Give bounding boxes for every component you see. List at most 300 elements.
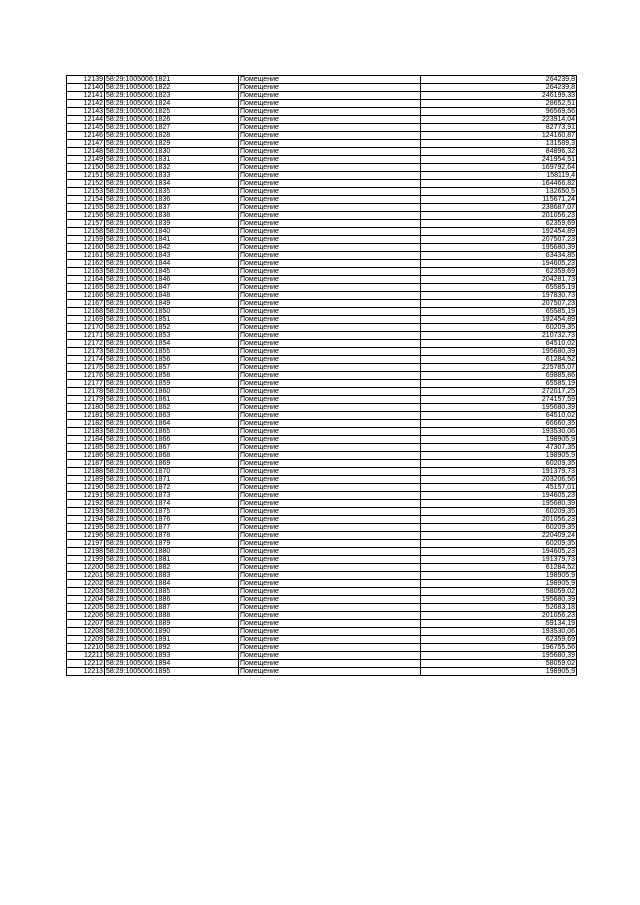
object-type-cell: Помещение [239, 252, 421, 260]
table-row [67, 572, 577, 580]
cadastral-value-cell: 246199,33 [421, 92, 577, 100]
cadastral-number-cell: 58:29:1005006:1825 [105, 108, 239, 116]
cadastral-value-cell: 65585,19 [421, 380, 577, 388]
object-type-cell: Помещение [239, 276, 421, 284]
cadastral-value-cell: 60209,35 [421, 524, 577, 532]
table-row [67, 580, 577, 588]
cadastral-number-cell: 58:29:1005006:1823 [105, 92, 239, 100]
row-number-cell: 12196 [67, 532, 105, 540]
cadastral-value-cell: 66660,35 [421, 420, 577, 428]
row-number-cell: 12165 [67, 284, 105, 292]
table-row [67, 252, 577, 260]
table-row [67, 92, 577, 100]
cadastral-number-cell: 58:29:1005006:1886 [105, 596, 239, 604]
object-type-cell: Помещение [239, 196, 421, 204]
object-type-cell: Помещение [239, 548, 421, 556]
object-type-cell: Помещение [239, 340, 421, 348]
row-number-cell: 12176 [67, 372, 105, 380]
table-row [67, 116, 577, 124]
cadastral-number-cell: 58:29:1005006:1878 [105, 532, 239, 540]
cadastral-value-cell: 164466,82 [421, 180, 577, 188]
row-number-cell: 12198 [67, 548, 105, 556]
table-row [67, 620, 577, 628]
table-row [67, 196, 577, 204]
cadastral-number-cell: 58:29:1005006:1844 [105, 260, 239, 268]
table-row [67, 164, 577, 172]
object-type-cell: Помещение [239, 356, 421, 364]
row-number-cell: 12168 [67, 308, 105, 316]
table-row [67, 300, 577, 308]
object-type-cell: Помещение [239, 92, 421, 100]
row-number-cell: 12164 [67, 276, 105, 284]
cadastral-number-cell: 58:29:1005006:1864 [105, 420, 239, 428]
table-row [67, 588, 577, 596]
cadastral-value-cell: 96569,56 [421, 108, 577, 116]
row-number-cell: 12182 [67, 420, 105, 428]
table-row [67, 484, 577, 492]
cadastral-number-cell: 58:29:1005006:1895 [105, 668, 239, 676]
cadastral-number-cell: 58:29:1005006:1892 [105, 644, 239, 652]
object-type-cell: Помещение [239, 164, 421, 172]
cadastral-number-cell: 58:29:1005006:1894 [105, 660, 239, 668]
object-type-cell: Помещение [239, 572, 421, 580]
cadastral-number-cell: 58:29:1005006:1839 [105, 220, 239, 228]
cadastral-number-cell: 58:29:1005006:1854 [105, 340, 239, 348]
cadastral-table [66, 75, 577, 676]
cadastral-value-cell: 59134,19 [421, 620, 577, 628]
object-type-cell: Помещение [239, 244, 421, 252]
row-number-cell: 12204 [67, 596, 105, 604]
object-type-cell: Помещение [239, 124, 421, 132]
cadastral-value-cell: 61284,52 [421, 564, 577, 572]
cadastral-value-cell: 264239,8 [421, 76, 577, 84]
row-number-cell: 12191 [67, 492, 105, 500]
object-type-cell: Помещение [239, 332, 421, 340]
table-row [67, 260, 577, 268]
cadastral-value-cell: 264239,8 [421, 84, 577, 92]
object-type-cell: Помещение [239, 516, 421, 524]
cadastral-value-cell: 28652,51 [421, 100, 577, 108]
table-row [67, 612, 577, 620]
row-number-cell: 12202 [67, 580, 105, 588]
table-row [67, 548, 577, 556]
row-number-cell: 12158 [67, 228, 105, 236]
table-row [67, 556, 577, 564]
row-number-cell: 12172 [67, 340, 105, 348]
table-row [67, 540, 577, 548]
object-type-cell: Помещение [239, 268, 421, 276]
cadastral-number-cell: 58:29:1005006:1863 [105, 412, 239, 420]
table-row [67, 628, 577, 636]
object-type-cell: Помещение [239, 412, 421, 420]
cadastral-number-cell: 58:29:1005006:1831 [105, 156, 239, 164]
cadastral-number-cell: 58:29:1005006:1889 [105, 620, 239, 628]
cadastral-value-cell: 60209,35 [421, 324, 577, 332]
table-row [67, 404, 577, 412]
object-type-cell: Помещение [239, 652, 421, 660]
object-type-cell: Помещение [239, 628, 421, 636]
cadastral-value-cell: 158119,4 [421, 172, 577, 180]
cadastral-value-cell: 193530,06 [421, 628, 577, 636]
object-type-cell: Помещение [239, 428, 421, 436]
cadastral-value-cell: 274157,59 [421, 396, 577, 404]
cadastral-value-cell: 62359,69 [421, 268, 577, 276]
cadastral-number-cell: 58:29:1005006:1875 [105, 508, 239, 516]
table-row [67, 84, 577, 92]
object-type-cell: Помещение [239, 108, 421, 116]
table-row [67, 388, 577, 396]
cadastral-number-cell: 58:29:1005006:1881 [105, 556, 239, 564]
cadastral-value-cell: 58059,02 [421, 588, 577, 596]
cadastral-number-cell: 58:29:1005006:1865 [105, 428, 239, 436]
object-type-cell: Помещение [239, 284, 421, 292]
row-number-cell: 12153 [67, 188, 105, 196]
cadastral-value-cell: 195680,39 [421, 244, 577, 252]
row-number-cell: 12166 [67, 292, 105, 300]
table-row [67, 516, 577, 524]
table-row [67, 284, 577, 292]
object-type-cell: Помещение [239, 308, 421, 316]
cadastral-number-cell: 58:29:1005006:1834 [105, 180, 239, 188]
row-number-cell: 12159 [67, 236, 105, 244]
object-type-cell: Помещение [239, 484, 421, 492]
table-row [67, 228, 577, 236]
row-number-cell: 12151 [67, 172, 105, 180]
row-number-cell: 12142 [67, 100, 105, 108]
cadastral-value-cell: 62359,69 [421, 220, 577, 228]
object-type-cell: Помещение [239, 556, 421, 564]
row-number-cell: 12195 [67, 524, 105, 532]
cadastral-number-cell: 58:29:1005006:1840 [105, 228, 239, 236]
row-number-cell: 12144 [67, 116, 105, 124]
table-row [67, 500, 577, 508]
cadastral-value-cell: 82773,91 [421, 124, 577, 132]
cadastral-value-cell: 132650,5 [421, 188, 577, 196]
object-type-cell: Помещение [239, 228, 421, 236]
object-type-cell: Помещение [239, 76, 421, 84]
object-type-cell: Помещение [239, 172, 421, 180]
row-number-cell: 12187 [67, 460, 105, 468]
object-type-cell: Помещение [239, 180, 421, 188]
row-number-cell: 12185 [67, 444, 105, 452]
table-row [67, 148, 577, 156]
object-type-cell: Помещение [239, 452, 421, 460]
table-row [67, 212, 577, 220]
cadastral-value-cell: 60209,35 [421, 460, 577, 468]
object-type-cell: Помещение [239, 596, 421, 604]
row-number-cell: 12193 [67, 508, 105, 516]
object-type-cell: Помещение [239, 436, 421, 444]
row-number-cell: 12157 [67, 220, 105, 228]
cadastral-value-cell: 62359,69 [421, 636, 577, 644]
cadastral-value-cell: 192454,89 [421, 228, 577, 236]
object-type-cell: Помещение [239, 492, 421, 500]
table-row [67, 476, 577, 484]
cadastral-value-cell: 131589,3 [421, 140, 577, 148]
row-number-cell: 12149 [67, 156, 105, 164]
cadastral-value-cell: 192454,89 [421, 316, 577, 324]
cadastral-number-cell: 58:29:1005006:1851 [105, 316, 239, 324]
table-row [67, 156, 577, 164]
cadastral-number-cell: 58:29:1005006:1876 [105, 516, 239, 524]
row-number-cell: 12192 [67, 500, 105, 508]
row-number-cell: 12194 [67, 516, 105, 524]
cadastral-number-cell: 58:29:1005006:1837 [105, 204, 239, 212]
cadastral-number-cell: 58:29:1005006:1846 [105, 276, 239, 284]
cadastral-value-cell: 124160,87 [421, 132, 577, 140]
row-number-cell: 12174 [67, 356, 105, 364]
cadastral-number-cell: 58:29:1005006:1835 [105, 188, 239, 196]
cadastral-number-cell: 58:29:1005006:1832 [105, 164, 239, 172]
cadastral-value-cell: 191379,73 [421, 468, 577, 476]
cadastral-number-cell: 58:29:1005006:1830 [105, 148, 239, 156]
row-number-cell: 12188 [67, 468, 105, 476]
table-row [67, 76, 577, 84]
cadastral-number-cell: 58:29:1005006:1861 [105, 396, 239, 404]
row-number-cell: 12207 [67, 620, 105, 628]
row-number-cell: 12186 [67, 452, 105, 460]
table-row [67, 124, 577, 132]
object-type-cell: Помещение [239, 604, 421, 612]
table-row [67, 492, 577, 500]
cadastral-value-cell: 169792,64 [421, 164, 577, 172]
row-number-cell: 12203 [67, 588, 105, 596]
cadastral-value-cell: 201056,23 [421, 516, 577, 524]
object-type-cell: Помещение [239, 660, 421, 668]
object-type-cell: Помещение [239, 364, 421, 372]
row-number-cell: 12209 [67, 636, 105, 644]
object-type-cell: Помещение [239, 388, 421, 396]
object-type-cell: Помещение [239, 100, 421, 108]
cadastral-number-cell: 58:29:1005006:1869 [105, 460, 239, 468]
table-row [67, 172, 577, 180]
row-number-cell: 12190 [67, 484, 105, 492]
table-row [67, 636, 577, 644]
object-type-cell: Помещение [239, 156, 421, 164]
table-row [67, 316, 577, 324]
object-type-cell: Помещение [239, 292, 421, 300]
table-row [67, 236, 577, 244]
row-number-cell: 12206 [67, 612, 105, 620]
object-type-cell: Помещение [239, 260, 421, 268]
cadastral-value-cell: 194605,23 [421, 492, 577, 500]
cadastral-number-cell: 58:29:1005006:1848 [105, 292, 239, 300]
row-number-cell: 12163 [67, 268, 105, 276]
row-number-cell: 12189 [67, 476, 105, 484]
table-row [67, 372, 577, 380]
cadastral-value-cell: 195680,39 [421, 348, 577, 356]
cadastral-value-cell: 193530,06 [421, 428, 577, 436]
cadastral-number-cell: 58:29:1005006:1866 [105, 436, 239, 444]
row-number-cell: 12150 [67, 164, 105, 172]
cadastral-value-cell: 207507,23 [421, 300, 577, 308]
cadastral-number-cell: 58:29:1005006:1845 [105, 268, 239, 276]
table-row [67, 108, 577, 116]
table-row [67, 524, 577, 532]
row-number-cell: 12169 [67, 316, 105, 324]
row-number-cell: 12152 [67, 180, 105, 188]
table-row [67, 332, 577, 340]
object-type-cell: Помещение [239, 220, 421, 228]
cadastral-value-cell: 201056,23 [421, 612, 577, 620]
cadastral-number-cell: 58:29:1005006:1856 [105, 356, 239, 364]
object-type-cell: Помещение [239, 508, 421, 516]
table-row [67, 420, 577, 428]
object-type-cell: Помещение [239, 476, 421, 484]
cadastral-number-cell: 58:29:1005006:1858 [105, 372, 239, 380]
table-row [67, 532, 577, 540]
cadastral-number-cell: 58:29:1005006:1842 [105, 244, 239, 252]
cadastral-value-cell: 52683,18 [421, 604, 577, 612]
cadastral-number-cell: 58:29:1005006:1860 [105, 388, 239, 396]
table-row [67, 668, 577, 676]
row-number-cell: 12200 [67, 564, 105, 572]
object-type-cell: Помещение [239, 140, 421, 148]
cadastral-value-cell: 223914,04 [421, 116, 577, 124]
cadastral-number-cell: 58:29:1005006:1873 [105, 492, 239, 500]
cadastral-number-cell: 58:29:1005006:1893 [105, 652, 239, 660]
row-number-cell: 12147 [67, 140, 105, 148]
row-number-cell: 12211 [67, 652, 105, 660]
row-number-cell: 12199 [67, 556, 105, 564]
row-number-cell: 12161 [67, 252, 105, 260]
table-row [67, 100, 577, 108]
table-body [67, 76, 577, 676]
cadastral-value-cell: 195680,39 [421, 652, 577, 660]
row-number-cell: 12179 [67, 396, 105, 404]
row-number-cell: 12155 [67, 204, 105, 212]
row-number-cell: 12183 [67, 428, 105, 436]
cadastral-number-cell: 58:29:1005006:1884 [105, 580, 239, 588]
row-number-cell: 12180 [67, 404, 105, 412]
cadastral-value-cell: 198905,9 [421, 668, 577, 676]
cadastral-value-cell: 194605,23 [421, 260, 577, 268]
cadastral-value-cell: 241954,51 [421, 156, 577, 164]
cadastral-value-cell: 201056,23 [421, 212, 577, 220]
table-row [67, 396, 577, 404]
row-number-cell: 12178 [67, 388, 105, 396]
cadastral-value-cell: 115671,24 [421, 196, 577, 204]
row-number-cell: 12173 [67, 348, 105, 356]
cadastral-number-cell: 58:29:1005006:1867 [105, 444, 239, 452]
row-number-cell: 12197 [67, 540, 105, 548]
cadastral-number-cell: 58:29:1005006:1847 [105, 284, 239, 292]
object-type-cell: Помещение [239, 564, 421, 572]
cadastral-value-cell: 210732,73 [421, 332, 577, 340]
row-number-cell: 12140 [67, 84, 105, 92]
object-type-cell: Помещение [239, 380, 421, 388]
table-row [67, 380, 577, 388]
cadastral-value-cell: 196755,56 [421, 644, 577, 652]
row-number-cell: 12167 [67, 300, 105, 308]
cadastral-number-cell: 58:29:1005006:1852 [105, 324, 239, 332]
object-type-cell: Помещение [239, 204, 421, 212]
cadastral-number-cell: 58:29:1005006:1887 [105, 604, 239, 612]
cadastral-number-cell: 58:29:1005006:1849 [105, 300, 239, 308]
cadastral-value-cell: 198905,9 [421, 436, 577, 444]
row-number-cell: 12175 [67, 364, 105, 372]
cadastral-number-cell: 58:29:1005006:1827 [105, 124, 239, 132]
cadastral-number-cell: 58:29:1005006:1868 [105, 452, 239, 460]
object-type-cell: Помещение [239, 300, 421, 308]
row-number-cell: 12170 [67, 324, 105, 332]
table-row [67, 428, 577, 436]
row-number-cell: 12156 [67, 212, 105, 220]
cadastral-number-cell: 58:29:1005006:1857 [105, 364, 239, 372]
table-row [67, 308, 577, 316]
cadastral-value-cell: 197830,73 [421, 292, 577, 300]
table-row [67, 348, 577, 356]
cadastral-value-cell: 203206,56 [421, 476, 577, 484]
cadastral-value-cell: 63434,85 [421, 252, 577, 260]
table-row [67, 660, 577, 668]
object-type-cell: Помещение [239, 460, 421, 468]
object-type-cell: Помещение [239, 468, 421, 476]
object-type-cell: Помещение [239, 668, 421, 676]
object-type-cell: Помещение [239, 316, 421, 324]
row-number-cell: 12148 [67, 148, 105, 156]
object-type-cell: Помещение [239, 396, 421, 404]
row-number-cell: 12205 [67, 604, 105, 612]
object-type-cell: Помещение [239, 324, 421, 332]
table-row [67, 436, 577, 444]
object-type-cell: Помещение [239, 540, 421, 548]
object-type-cell: Помещение [239, 188, 421, 196]
table-row [67, 180, 577, 188]
cadastral-number-cell: 58:29:1005006:1862 [105, 404, 239, 412]
table-row [67, 140, 577, 148]
cadastral-number-cell: 58:29:1005006:1872 [105, 484, 239, 492]
cadastral-number-cell: 58:29:1005006:1836 [105, 196, 239, 204]
object-type-cell: Помещение [239, 132, 421, 140]
cadastral-number-cell: 58:29:1005006:1879 [105, 540, 239, 548]
cadastral-value-cell: 195680,39 [421, 404, 577, 412]
row-number-cell: 12162 [67, 260, 105, 268]
object-type-cell: Помещение [239, 116, 421, 124]
cadastral-value-cell: 64510,02 [421, 340, 577, 348]
cadastral-value-cell: 194605,23 [421, 548, 577, 556]
table-row [67, 644, 577, 652]
cadastral-number-cell: 58:29:1005006:1883 [105, 572, 239, 580]
object-type-cell: Помещение [239, 236, 421, 244]
cadastral-value-cell: 69885,86 [421, 372, 577, 380]
table-row [67, 188, 577, 196]
row-number-cell: 12146 [67, 132, 105, 140]
object-type-cell: Помещение [239, 372, 421, 380]
table-row [67, 564, 577, 572]
cadastral-value-cell: 191379,73 [421, 556, 577, 564]
object-type-cell: Помещение [239, 212, 421, 220]
table-row [67, 324, 577, 332]
cadastral-number-cell: 58:29:1005006:1828 [105, 132, 239, 140]
cadastral-number-cell: 58:29:1005006:1841 [105, 236, 239, 244]
table-row [67, 292, 577, 300]
object-type-cell: Помещение [239, 612, 421, 620]
cadastral-value-cell: 60209,35 [421, 540, 577, 548]
object-type-cell: Помещение [239, 348, 421, 356]
row-number-cell: 12184 [67, 436, 105, 444]
cadastral-value-cell: 65585,19 [421, 308, 577, 316]
table-row [67, 340, 577, 348]
cadastral-value-cell: 84896,32 [421, 148, 577, 156]
cadastral-value-cell: 195680,39 [421, 596, 577, 604]
cadastral-value-cell: 58059,02 [421, 660, 577, 668]
row-number-cell: 12171 [67, 332, 105, 340]
row-number-cell: 12141 [67, 92, 105, 100]
cadastral-number-cell: 58:29:1005006:1833 [105, 172, 239, 180]
cadastral-number-cell: 58:29:1005006:1890 [105, 628, 239, 636]
row-number-cell: 12145 [67, 124, 105, 132]
